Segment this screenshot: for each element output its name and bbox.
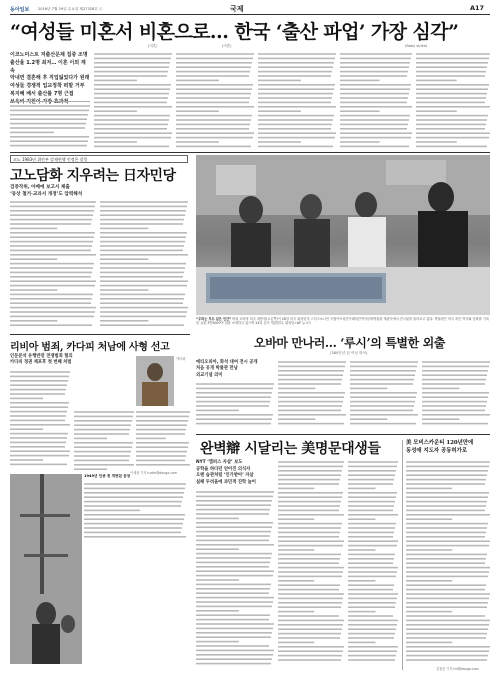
- subhead-3: 악내면 결혼해 후 직업잃었다가 원래: [10, 75, 90, 82]
- article4-column-4: [422, 360, 490, 430]
- article3-column-3: [136, 410, 190, 470]
- top-story-subheads: [10, 52, 90, 107]
- column-divider: [402, 440, 403, 670]
- bottom-photo: [10, 474, 82, 664]
- section-rule-1: [10, 152, 490, 153]
- article6-subhead: 동성애 지도자 공동허가로: [406, 448, 468, 454]
- article5-subhead-3: 오랜 습관처럼 ‘인가받아’ 자살: [196, 473, 254, 479]
- headline-annotation-2: (비혼): [222, 44, 232, 48]
- article5-subhead-4: 실패 두려움에 과민적 진학 늘어: [196, 479, 256, 485]
- byline-email-1: 이세형 기자 turtle@donga.com: [130, 471, 178, 475]
- masthead-rule: [10, 14, 490, 15]
- gaddafi-photo-label: 카다피: [176, 357, 186, 361]
- gaddafi-photo: [136, 356, 174, 406]
- main-photo-illustration: [196, 155, 490, 315]
- gaddafi-portrait: [136, 356, 174, 406]
- main-photo-caption: [196, 317, 490, 330]
- caption-text: 버락 오바마 미국 대통령(오른쪽)이 28일 미국 워싱턴의 스미스소니언 국립아프리칸아메리칸역사문화박물관 개관식에서 전시물을 둘러보고 있다. 박물관은 미국 흑인 역사와 문화를 기록한 유물 3만5000여 점을 소장하고 있으며 24일 공식 개관한다. 워싱턴=AP 뉴시스: [196, 317, 489, 326]
- article2-headline: 고노담화 지우려는 日자민당: [10, 168, 176, 184]
- top-story-column-1: [10, 104, 90, 150]
- byline-email-2: 김철중 기자 tnf@donga.com: [436, 667, 479, 671]
- article3-headline: 리비아 범죄, 카다피 처남에 사형 선고: [10, 342, 170, 353]
- article3-subhead-1: 인문분석 유행반장 전쟁범죄 혐의: [10, 354, 73, 359]
- article3-column-1: [10, 370, 70, 470]
- article2-tag: 코노 1983년 위안부 강제연행 인정은 잘못: [10, 155, 188, 163]
- article5-headline: 완벽辯 시달리는 美명문대생들: [200, 441, 381, 457]
- subhead-1: 이코노미스트 저출산문제 집중 조명: [10, 52, 88, 58]
- article3-subhead-2: 카다피 정권 체포후 첫 번째 처벌: [10, 360, 72, 366]
- article2-subheads: [10, 184, 82, 198]
- article5-subhead-2: 공학을 하다던 얻어진 의식자: [196, 466, 251, 472]
- article5-column-3: [348, 460, 398, 666]
- section-rule-2: [10, 334, 190, 335]
- article4-column-3: [350, 360, 418, 430]
- article3-column-2: [74, 410, 134, 470]
- subhead-divider: [10, 101, 90, 102]
- headline-annotation-1: (미혼): [148, 44, 158, 48]
- article4-column-2: [278, 360, 346, 430]
- newspaper-logo: 동아일보: [10, 7, 30, 13]
- caption-bold: “우리는 모두 같은 인간”: [196, 317, 232, 321]
- article4-subhead-2: 처음 공개 박물관 만남: [196, 366, 238, 372]
- article4-headline: 오바마 만나러… ‘루시’의 특별한 외출: [254, 336, 445, 350]
- article4-subheads: [196, 360, 274, 379]
- article4-byline: (380만년 된 여성 화석): [330, 351, 368, 355]
- article5-column-1: [196, 490, 274, 666]
- subhead-2: 출산율 1.2명 최저… 이혼 이외 계속: [10, 59, 86, 74]
- article4-subhead-3: 외교기념 의미: [196, 372, 223, 378]
- top-story-column-4: [258, 52, 336, 150]
- top-story-column-3: [176, 52, 254, 150]
- article6-column: [406, 460, 490, 666]
- article2-subhead-2: ‘동상 철거·교과서 개정’도 압력해석: [10, 192, 83, 197]
- bottom-photo-illustration: [10, 474, 82, 664]
- top-headline: “여성들 미혼서 비혼으로… 한국 ‘출산 파업’ 가장 심각”: [10, 21, 459, 43]
- subhead-5: 복지혜 배서 출산률 7명 근접: [10, 90, 74, 97]
- article2-column-2: [100, 200, 188, 330]
- article3-subheads: [10, 354, 73, 367]
- article4-subhead-1: 에티오피아, 화석 대여 전시 공개: [196, 360, 258, 365]
- section-name: 국제: [230, 5, 244, 13]
- subhead-4: 여성들 경쟁적 업교정착 떠맡 거부: [10, 83, 85, 90]
- subhead-6: 보육비 지원이 가장 효과적: [10, 98, 69, 105]
- main-photo: [196, 155, 490, 315]
- article4-column-1: [196, 382, 274, 430]
- top-story-column-6: [416, 52, 490, 150]
- article5-subhead-1: NYT ‘캠퍼스 자살’ 보도: [196, 460, 243, 465]
- headline-annotation-3: (Baby strike): [405, 44, 428, 48]
- bottom-photo-caption-title: 1949년 인종 첫 개편된 등장: [84, 474, 131, 478]
- article6-headline: 美 모비스카운티 120년만에: [406, 440, 474, 446]
- article2-subhead-1: 검증작위, 아베에 보고서 제출: [10, 185, 70, 190]
- top-story-column-2: [94, 52, 172, 150]
- bottom-photo-caption: [84, 482, 186, 542]
- article5-subheads: [196, 460, 274, 486]
- issue-date: 2016년 7월 29일 수요일 제27328호 ⓒ: [38, 6, 103, 11]
- section-rule-3: [196, 434, 490, 435]
- article2-column-1: [10, 200, 96, 330]
- article5-column-2: [278, 460, 344, 666]
- page-number: A17: [470, 4, 485, 12]
- top-story-column-5: [340, 52, 412, 150]
